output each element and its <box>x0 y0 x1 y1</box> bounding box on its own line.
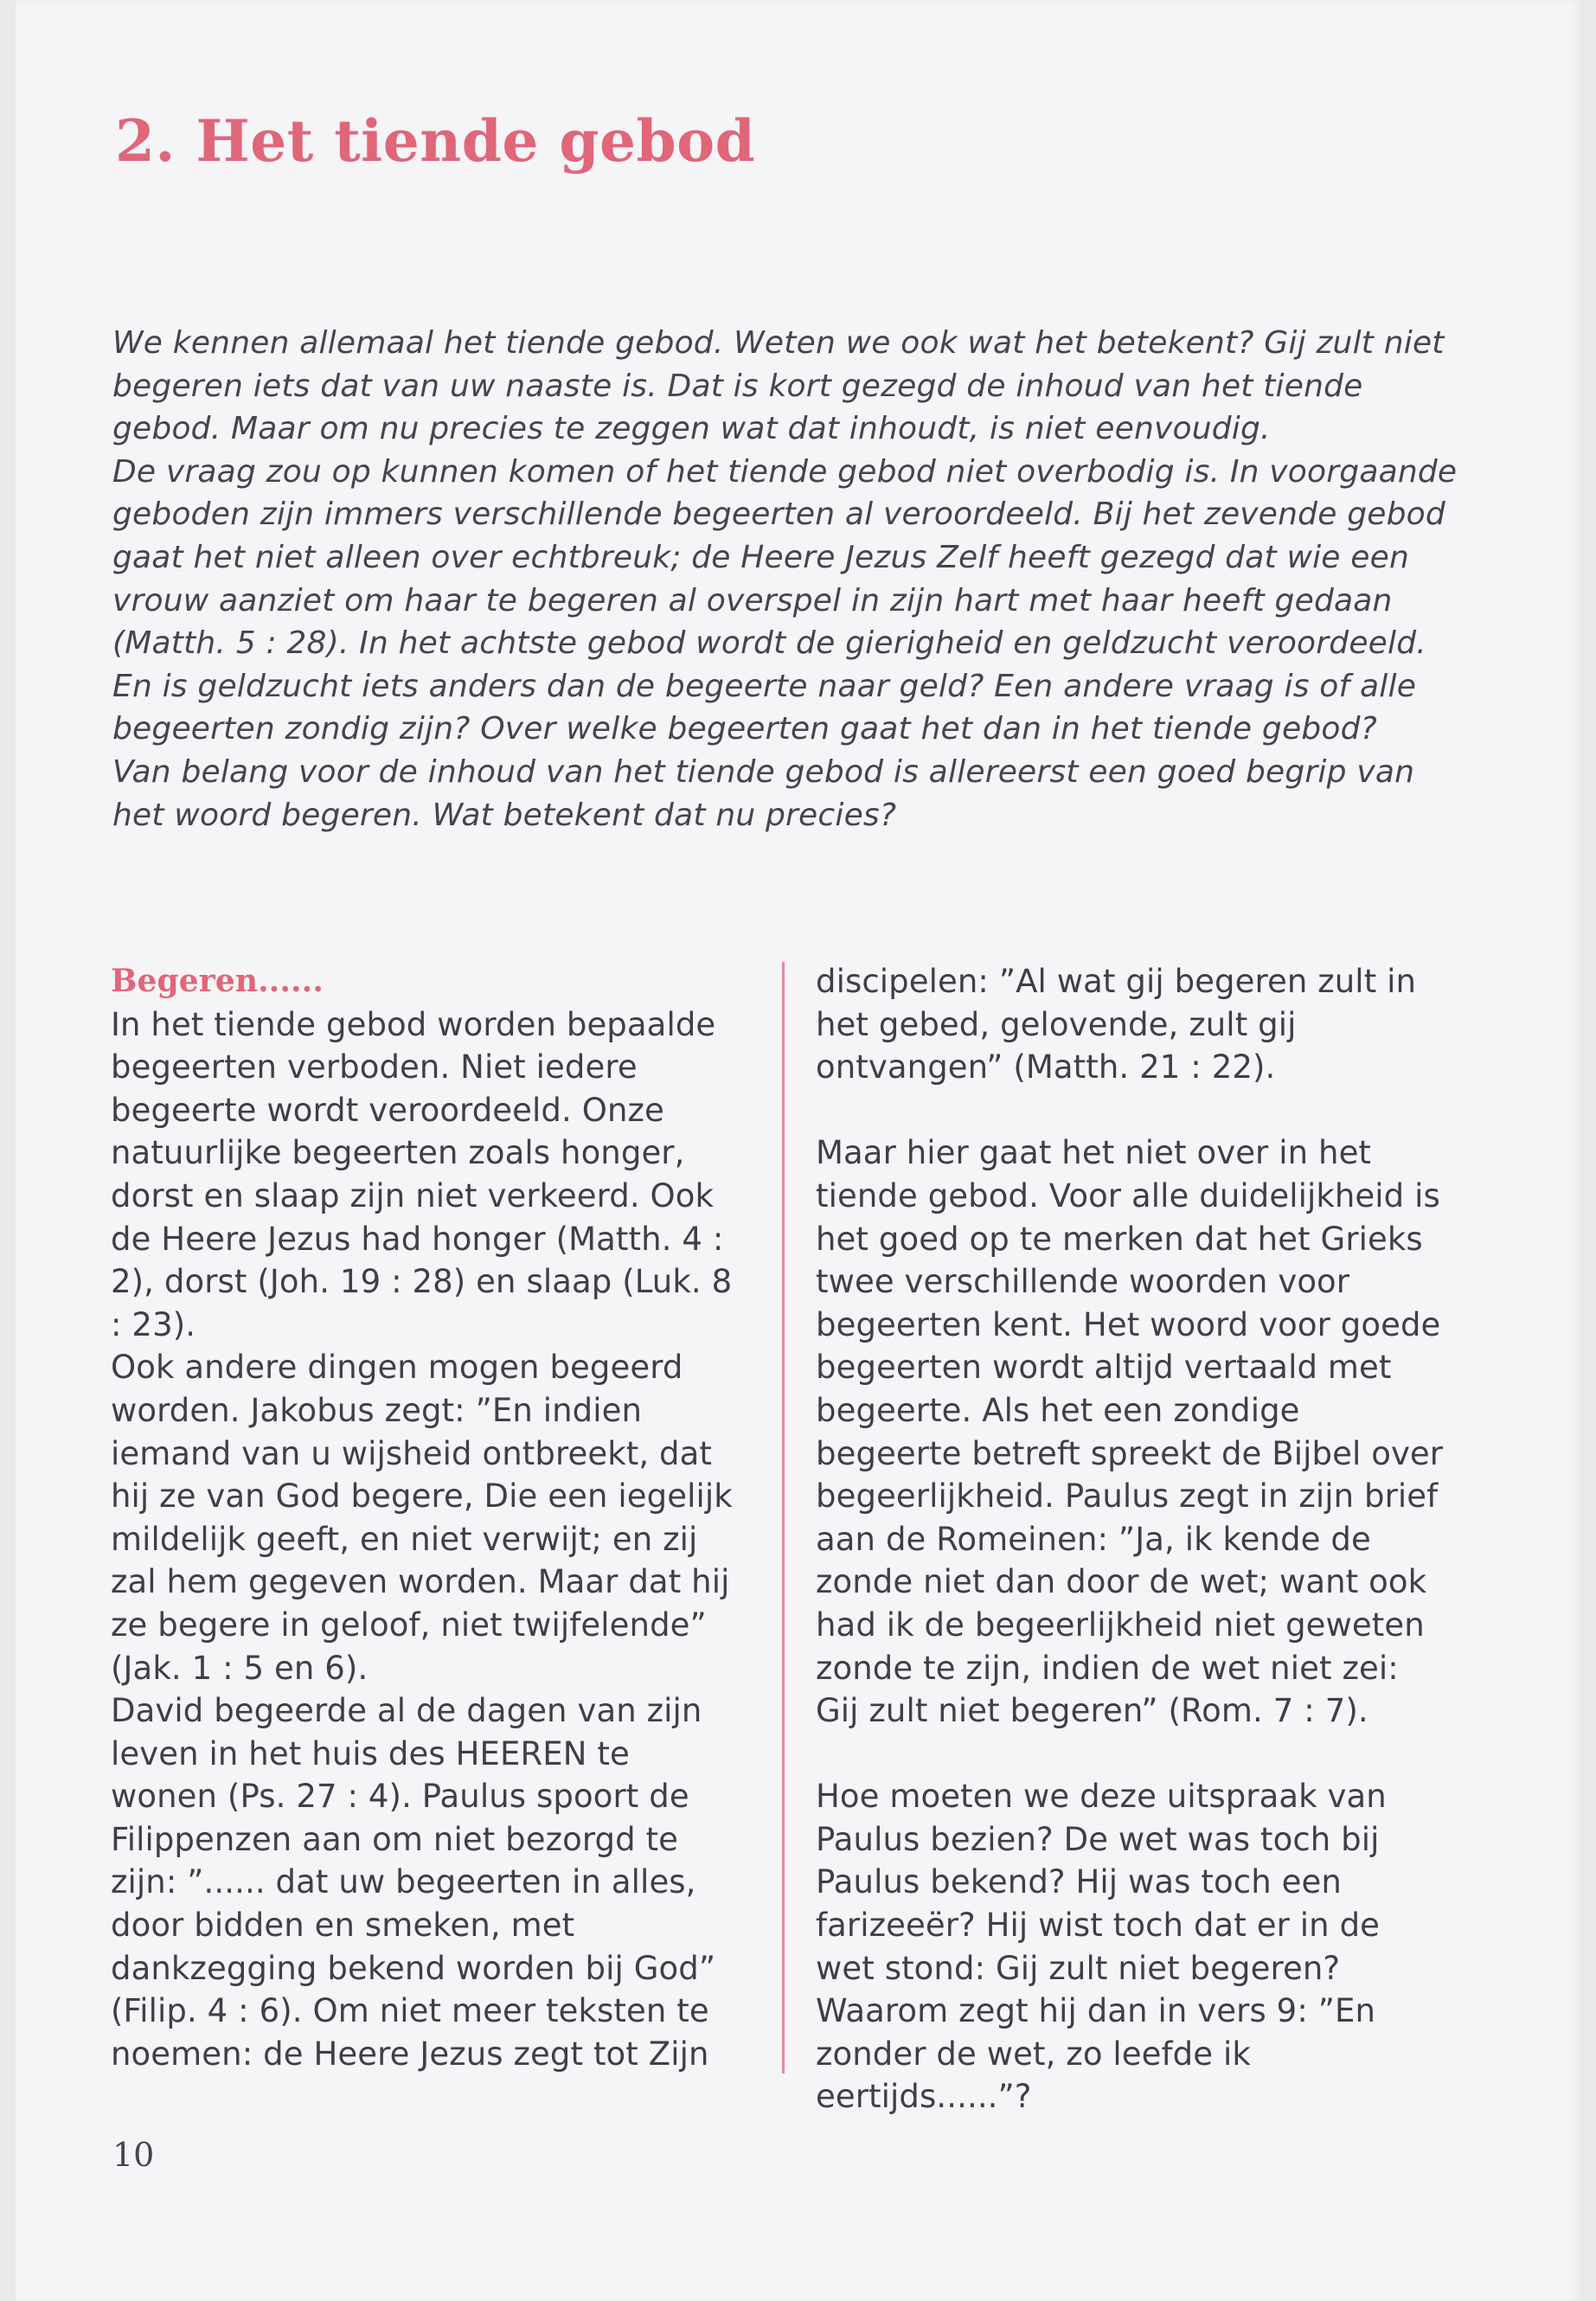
body-paragraph: Hoe moeten we deze uitspraak van Paulus bezien? De wet was toch bij Paulus bekend? Hij was toch een farizeeër? Hij wist toch dat er in de wet stond: Gij zult niet begeren? Waarom zegt hij dan in vers 9: ”En zonder de wet, zo leefde ik eertijds......”? <box>816 1778 1387 2116</box>
section-heading: Begeren...... <box>111 963 324 999</box>
body-paragraph: discipelen: ”Al wat gij begeren zult in het gebed, gelovende, zult gij ontvangen” (Matth. 21 : 22). <box>816 963 1417 1086</box>
column-divider <box>782 962 785 2073</box>
page-title: 2. Het tiende gebod <box>115 107 756 175</box>
page-number: 10 <box>112 2136 155 2174</box>
body-paragraph: In het tiende gebod worden bepaalde begeerten verboden. Niet iedere begeerte wordt veroordeeld. Onze natuurlijke begeerten zoals honger, dorst en slaap zijn niet verkeerd. Ook de Heere Jezus had honger (Matth. 4 : 2), dorst (Joh. 19 : 28) en slaap (Luk. 8 : 23). <box>111 1005 733 1343</box>
body-paragraph: Ook andere dingen mogen begeerd worden. Jakobus zegt: ”En indien iemand van u wijsheid ontbreekt, dat hij ze van God begere, Die een iegelijk mildelijk geeft, en niet verwijt; en zij zal hem gegeven worden. Maar dat hij ze begere in geloof, niet twijfelende” (Jak. 1 : 5 en 6). <box>111 1349 733 1687</box>
body-paragraph: David begeerde al de dagen van zijn leven in het huis des HEEREN te wonen (Ps. 27 : 4). Paulus spoort de Filippenzen aan om niet bezorgd te zijn: ”...... dat uw begeerten in alles, door bidden en smeken, met dankzegging bekend worden bij God” (Filip. 4 : 6). Om niet meer teksten te noemen: de Heere Jezus zegt tot Zijn <box>111 1692 716 2073</box>
body-paragraph: Maar hier gaat het niet over in het tiende gebod. Voor alle duidelijkheid is het goed op te merken dat het Grieks twee verschillende woorden voor begeerten kent. Het woord voor goede begeerten wordt altijd vertaald met begeerte. Als het een zondige begeerte betreft spreekt de Bijbel over begeerlijkheid. Paulus zegt in zijn brief aan de Romeinen: ”Ja, ik kende de zonde niet dan door de wet; want ook had ik de begeerlijkheid niet geweten zonde te zijn, indien de wet niet zei: Gij zult niet begeren” (Rom. 7 : 7). <box>816 1134 1444 1730</box>
book-page <box>16 0 1581 2301</box>
intro-section <box>112 322 1462 836</box>
intro-paragraph: De vraag zou op kunnen komen of het tiende gebod niet overbodig is. In voorgaande geboden zijn immers verschillende begeerten al veroordeeld. Bij het zevende gebod gaat het niet alleen over echtbreuk; de Heere Jezus Zelf heeft gezegd dat wie een vrouw aanziet om haar te begeren al overspel in zijn hart met haar heeft gedaan (Matth. 5 : 28). In het achtste gebod wordt de gierigheid en geldzucht veroordeeld. En is geldzucht iets anders dan de begeerte naar geld? Een andere vraag is of alle begeerten zondig zijn? Over welke begeerten gaat het dan in het tiende gebod? <box>112 453 1458 747</box>
left-column <box>111 960 742 2075</box>
intro-paragraph: Van belang voor de inhoud van het tiende gebod is allereerst een goed begrip van het woord begeren. Wat betekent dat nu precies? <box>112 753 1415 833</box>
intro-paragraph: We kennen allemaal het tiende gebod. Weten we ook wat het betekent? Gij zult niet begeren iets dat van uw naaste is. Dat is kort gezegd de inhoud van het tiende gebod. Maar om nu precies te zeggen wat dat inhoudt, is niet eenvoudig. <box>112 325 1445 447</box>
right-column <box>816 960 1447 2118</box>
